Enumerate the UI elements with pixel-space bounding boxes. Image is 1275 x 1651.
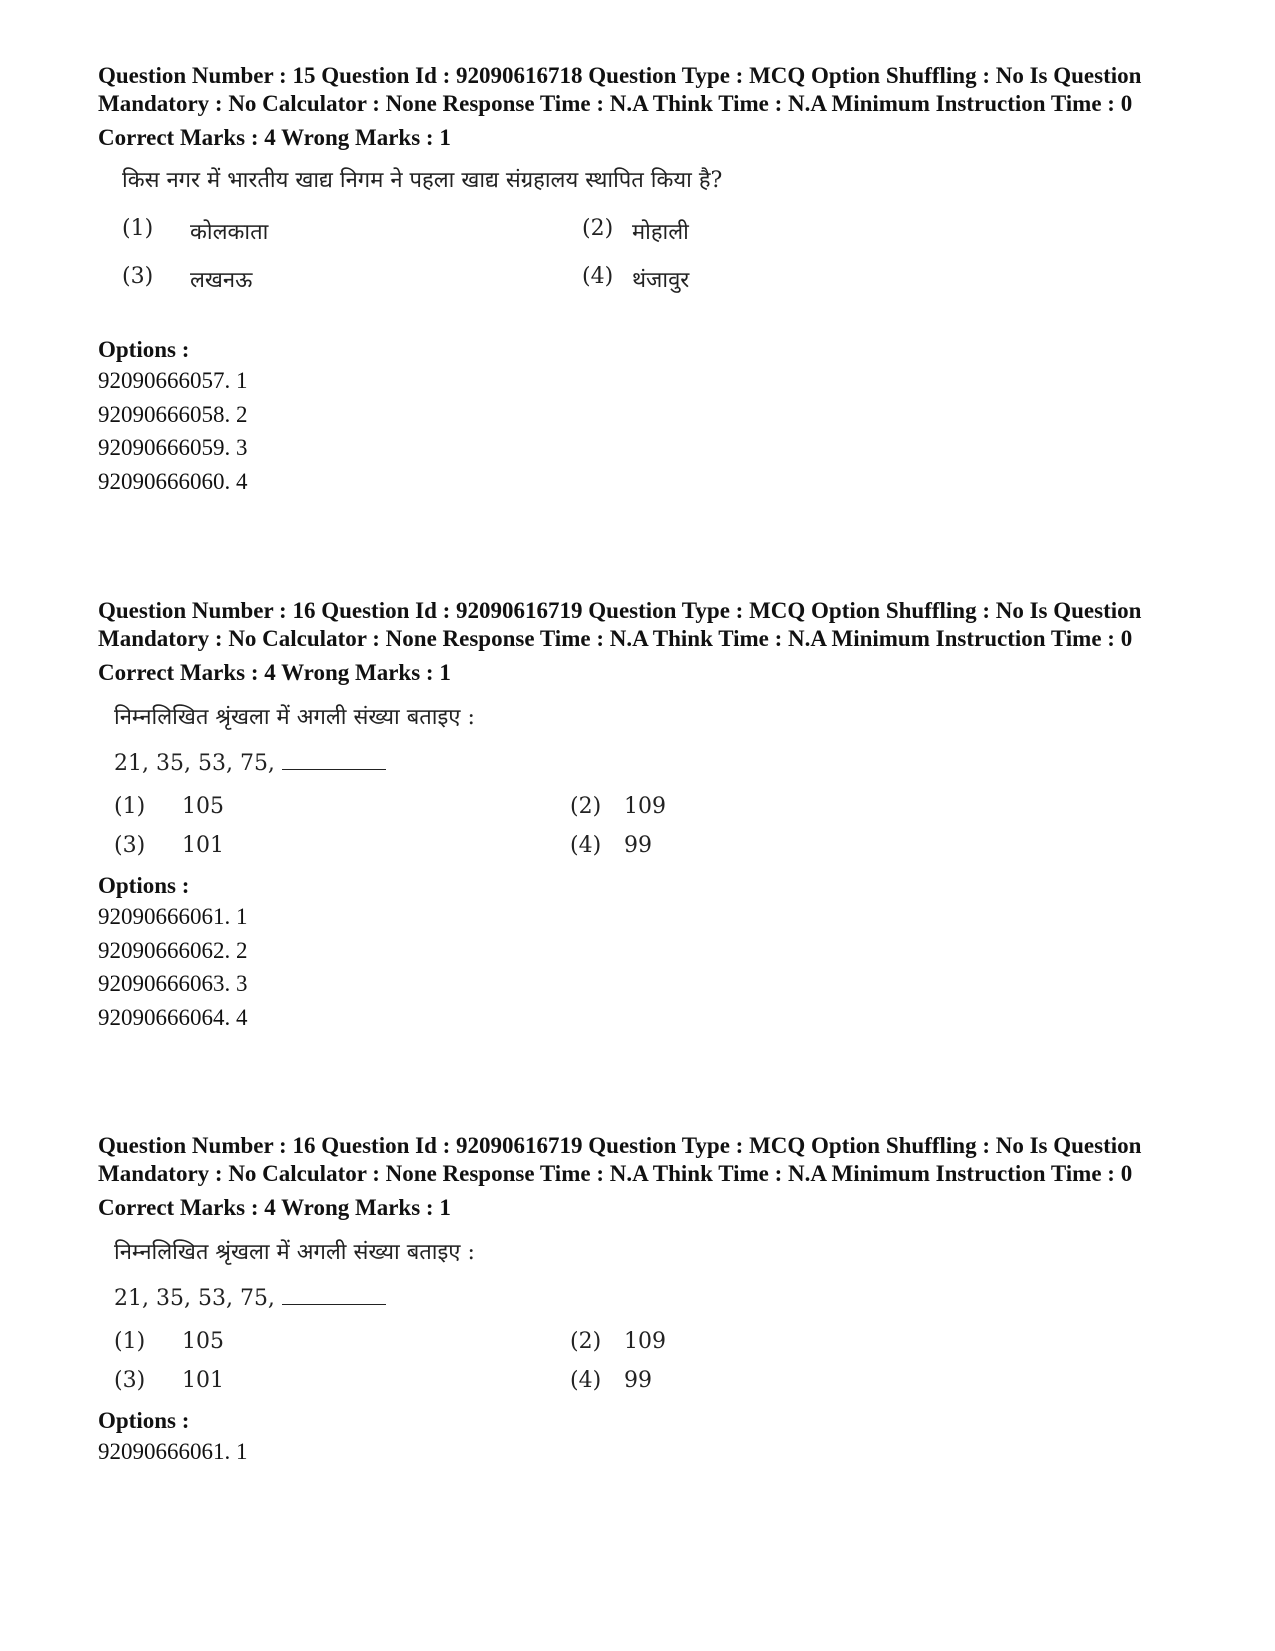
- choice-item: [582, 216, 882, 246]
- option-line: 92090666058. 2: [98, 401, 248, 427]
- choice-grid: [114, 794, 1194, 858]
- question-content: [114, 703, 1194, 858]
- answer-blank: [282, 1286, 386, 1305]
- choice-number: (1): [122, 216, 154, 241]
- options-section: [98, 1407, 1178, 1469]
- choice-text: कोलकाता: [190, 220, 269, 245]
- answer-blank: [282, 751, 386, 770]
- marks-line: Correct Marks : 4 Wrong Marks : 1: [98, 1195, 451, 1220]
- question-meta: Question Number : 16 Question Id : 92090616719 Question Type : MCQ Option Shuffling : No Is Question Mandatory : No Calculator : None Response Time : N.A Think Time : N.A Minimum Instruction Time : 0: [98, 598, 1142, 651]
- option-line: 92090666057. 1: [98, 368, 248, 393]
- choice-text: मोहाली: [632, 220, 689, 245]
- choice-text: 101: [182, 1368, 224, 1393]
- choice-text: 105: [182, 794, 224, 819]
- choice-number: (2): [582, 216, 614, 241]
- marks-line: Correct Marks : 4 Wrong Marks : 1: [98, 660, 451, 685]
- choice-item: [114, 794, 570, 819]
- series-values: 21, 35, 53, 75,: [114, 1286, 275, 1311]
- choice-item: [122, 216, 582, 246]
- question-block: [98, 1132, 1178, 1469]
- option-line: 92090666064. 4: [98, 1004, 248, 1030]
- choice-number: (3): [122, 264, 154, 289]
- choice-item: [122, 264, 582, 294]
- options-label: Options :: [98, 873, 190, 898]
- option-line: 92090666063. 3: [98, 971, 248, 996]
- choice-text: 109: [624, 794, 666, 819]
- options-section: [98, 872, 1178, 1034]
- choice-text: लखनऊ: [190, 268, 253, 293]
- options-section: [98, 336, 1178, 498]
- choice-item: [570, 1329, 870, 1354]
- choice-number: (3): [114, 833, 146, 858]
- question-text: निम्नलिखित श्रृंखला में अगली संख्या बताइए :: [114, 705, 475, 730]
- choice-item: [570, 1368, 870, 1393]
- choice-number: (1): [114, 1329, 146, 1354]
- series-values: 21, 35, 53, 75,: [114, 751, 275, 776]
- option-line: 92090666061. 1: [98, 1439, 248, 1464]
- choice-text: 105: [182, 1329, 224, 1354]
- options-label: Options :: [98, 337, 190, 362]
- question-content: [114, 1238, 1194, 1393]
- choice-item: [114, 1329, 570, 1354]
- choice-item: [570, 794, 870, 819]
- choice-grid: [122, 216, 1202, 294]
- marks-line: Correct Marks : 4 Wrong Marks : 1: [98, 125, 451, 150]
- choice-item: [114, 833, 570, 858]
- choice-text: 101: [182, 833, 224, 858]
- choice-text: 99: [624, 833, 652, 858]
- question-block: [98, 597, 1178, 1034]
- choice-number: (1): [114, 794, 146, 819]
- choice-number: (4): [570, 1368, 602, 1393]
- question-meta: Question Number : 15 Question Id : 92090616718 Question Type : MCQ Option Shuffling : No Is Question Mandatory : No Calculator : None Response Time : N.A Think Time : N.A Minimum Instruction Time : 0: [98, 63, 1142, 116]
- choice-text: थंजावुर: [632, 268, 690, 293]
- choice-number: (4): [582, 264, 614, 289]
- question-text: निम्नलिखित श्रृंखला में अगली संख्या बताइए :: [114, 1240, 475, 1265]
- question-meta: Question Number : 16 Question Id : 92090616719 Question Type : MCQ Option Shuffling : No Is Question Mandatory : No Calculator : None Response Time : N.A Think Time : N.A Minimum Instruction Time : 0: [98, 1133, 1142, 1186]
- choice-text: 99: [624, 1368, 652, 1393]
- choice-item: [114, 1368, 570, 1393]
- option-line: 92090666059. 3: [98, 435, 248, 460]
- question-text: किस नगर में भारतीय खाद्य निगम ने पहला खाद्य संग्रहालय स्थापित किया है?: [122, 168, 723, 193]
- choice-number: (4): [570, 833, 602, 858]
- option-line: 92090666060. 4: [98, 468, 248, 494]
- option-line: 92090666062. 2: [98, 937, 248, 963]
- question-block: [98, 62, 1178, 498]
- choice-item: [570, 833, 870, 858]
- number-series: [114, 1286, 1194, 1311]
- choice-number: (3): [114, 1368, 146, 1393]
- choice-grid: [114, 1329, 1194, 1393]
- question-content: [122, 166, 1202, 294]
- choice-number: (2): [570, 794, 602, 819]
- choice-text: 109: [624, 1329, 666, 1354]
- choice-number: (2): [570, 1329, 602, 1354]
- option-line: 92090666061. 1: [98, 904, 248, 929]
- options-label: Options :: [98, 1408, 190, 1433]
- number-series: [114, 751, 1194, 776]
- choice-item: [582, 264, 882, 294]
